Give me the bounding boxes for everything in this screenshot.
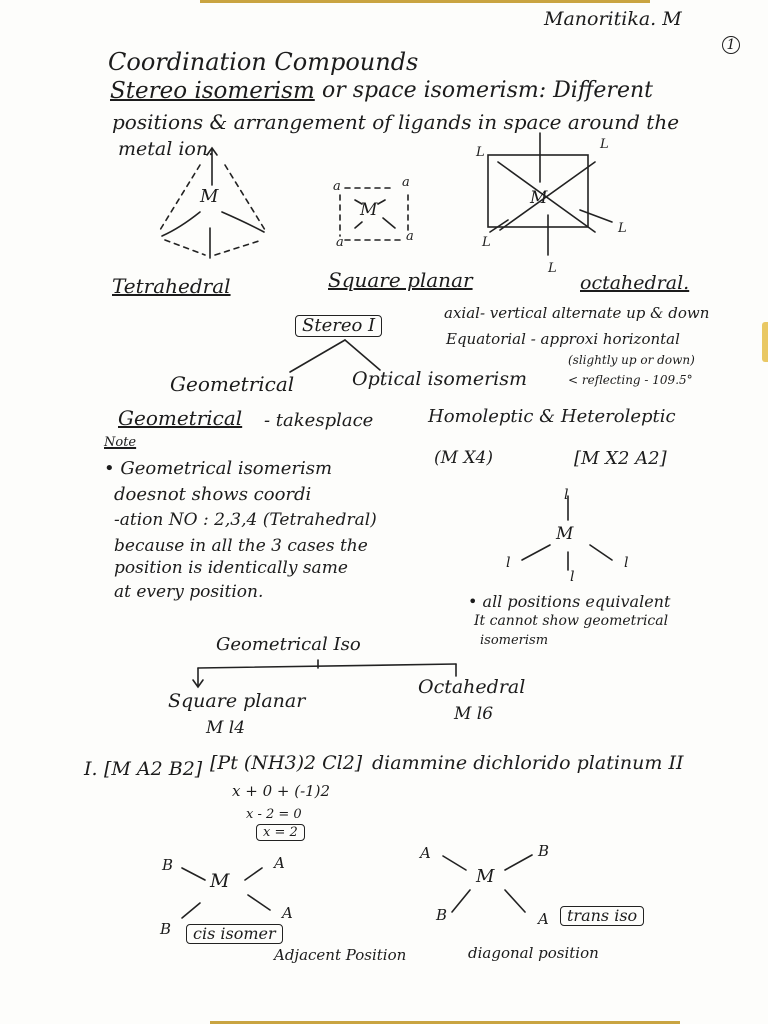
square-ligand-a: a bbox=[406, 229, 414, 244]
oxidation-result: x = 2 bbox=[256, 824, 305, 841]
note-line-5: position is identically same bbox=[114, 558, 348, 578]
note-line-3: -ation NO : 2,3,4 (Tetrahedral) bbox=[114, 510, 377, 530]
cis-ligand-B: B bbox=[160, 920, 172, 938]
diagonal-position-label: diagonal position bbox=[468, 944, 599, 962]
square-planar-label: Square planar bbox=[328, 268, 473, 292]
equiv-ligand-l: l bbox=[624, 555, 629, 571]
pt-name: diammine dichlorido platinum II bbox=[372, 752, 684, 774]
trans-metal: M bbox=[476, 866, 495, 887]
tetrahedral-label: Tetrahedral bbox=[112, 274, 231, 298]
square-ligand-a: a bbox=[402, 175, 410, 190]
cis-isomer-label: cis isomer bbox=[186, 924, 283, 944]
trans-ligand-A: A bbox=[538, 910, 549, 928]
note-label: Note bbox=[104, 435, 137, 450]
octahedral-branch: Octahedral bbox=[418, 676, 526, 698]
square-metal: M bbox=[360, 200, 378, 220]
slightly-note: (slightly up or down) bbox=[568, 353, 695, 367]
stereo-definition-1: or space isomerism: Different bbox=[322, 78, 653, 103]
equiv-note-2: It cannot show geometrical bbox=[474, 613, 669, 629]
equiv-note-1: • all positions equivalent bbox=[468, 592, 671, 611]
heteroleptic-formula: [M X2 A2] bbox=[574, 448, 667, 469]
axial-note: axial- vertical alternate up & down bbox=[444, 304, 710, 322]
octahedral-ligand-L: L bbox=[618, 221, 627, 236]
stereo-definition-3: metal ion. bbox=[118, 138, 215, 160]
note-line-2: doesnot shows coordi bbox=[114, 484, 312, 505]
item-formula: [M A2 B2] bbox=[104, 758, 203, 780]
cis-metal: M bbox=[210, 870, 230, 892]
octahedral-ligand-L: L bbox=[600, 137, 609, 152]
equiv-ligand-l: l bbox=[506, 555, 511, 571]
note-line-4: because in all the 3 cases the bbox=[114, 536, 368, 556]
homoleptic-text: Homoleptic & Heteroleptic bbox=[428, 406, 676, 427]
stereo-box: Stereo I bbox=[295, 315, 382, 337]
trans-ligand-B: B bbox=[538, 842, 550, 860]
geometrical-iso-heading: Geometrical Iso bbox=[216, 634, 361, 655]
octahedral-ligand-L: L bbox=[482, 235, 491, 250]
takesplace-text: - takesplace bbox=[264, 410, 374, 431]
octahedral-ligand-L: L bbox=[476, 145, 485, 160]
note-line-6: at every position. bbox=[114, 582, 264, 602]
square-ligand-a: a bbox=[336, 235, 344, 250]
equiv-metal: M bbox=[556, 524, 574, 544]
equatorial-note: Equatorial - approxi horizontal bbox=[446, 330, 680, 348]
geometrical-heading: Geometrical bbox=[118, 406, 243, 430]
cis-ligand-A: A bbox=[282, 904, 293, 922]
author-name: Manoritika. M bbox=[544, 8, 682, 30]
square-ligand-a: a bbox=[333, 179, 341, 194]
oxidation-equation-1: x + 0 + (-1)2 bbox=[232, 782, 331, 800]
angle-note: < reflecting - 109.5° bbox=[568, 373, 693, 387]
equiv-ligand-l: l bbox=[564, 487, 569, 503]
item-number: I. bbox=[84, 758, 98, 780]
trans-ligand-B: B bbox=[436, 906, 448, 924]
octahedral-metal: M bbox=[530, 188, 548, 208]
oxidation-equation-2: x - 2 = 0 bbox=[246, 807, 302, 822]
cis-ligand-B: B bbox=[162, 856, 174, 874]
geometrical-iso-tree bbox=[193, 660, 456, 687]
equiv-ligand-l: l bbox=[570, 569, 575, 585]
optical-branch: Optical isomerism bbox=[352, 368, 527, 390]
stereo-heading: Stereo isomerism bbox=[110, 78, 315, 104]
trans-ligand-A: A bbox=[420, 844, 431, 862]
trans-isomer-label: trans iso bbox=[560, 906, 644, 926]
note-line-1: • Geometrical isomerism bbox=[104, 458, 333, 479]
octahedral-formula: M l6 bbox=[454, 704, 494, 724]
stereo-definition-2: positions & arrangement of ligands in space around the bbox=[112, 110, 680, 134]
page-title: Coordination Compounds bbox=[108, 48, 419, 76]
square-planar-branch: Square planar bbox=[168, 690, 306, 712]
octahedral-ligand-L: L bbox=[548, 261, 557, 276]
octahedral-label: octahedral. bbox=[580, 272, 690, 294]
adjacent-position-label: Adjacent Position bbox=[274, 946, 407, 964]
tetrahedral-metal: M bbox=[200, 186, 219, 207]
octahedral-diagram bbox=[488, 133, 612, 255]
pt-formula: [Pt (NH3)2 Cl2] bbox=[210, 752, 363, 774]
square-planar-formula: M l4 bbox=[206, 718, 246, 738]
equiv-note-3: isomerism bbox=[480, 633, 549, 648]
geometrical-branch: Geometrical bbox=[170, 372, 295, 396]
cis-ligand-A: A bbox=[274, 854, 285, 872]
homoleptic-formula: (M X4) bbox=[434, 448, 493, 468]
page-number: 1 bbox=[722, 36, 740, 54]
